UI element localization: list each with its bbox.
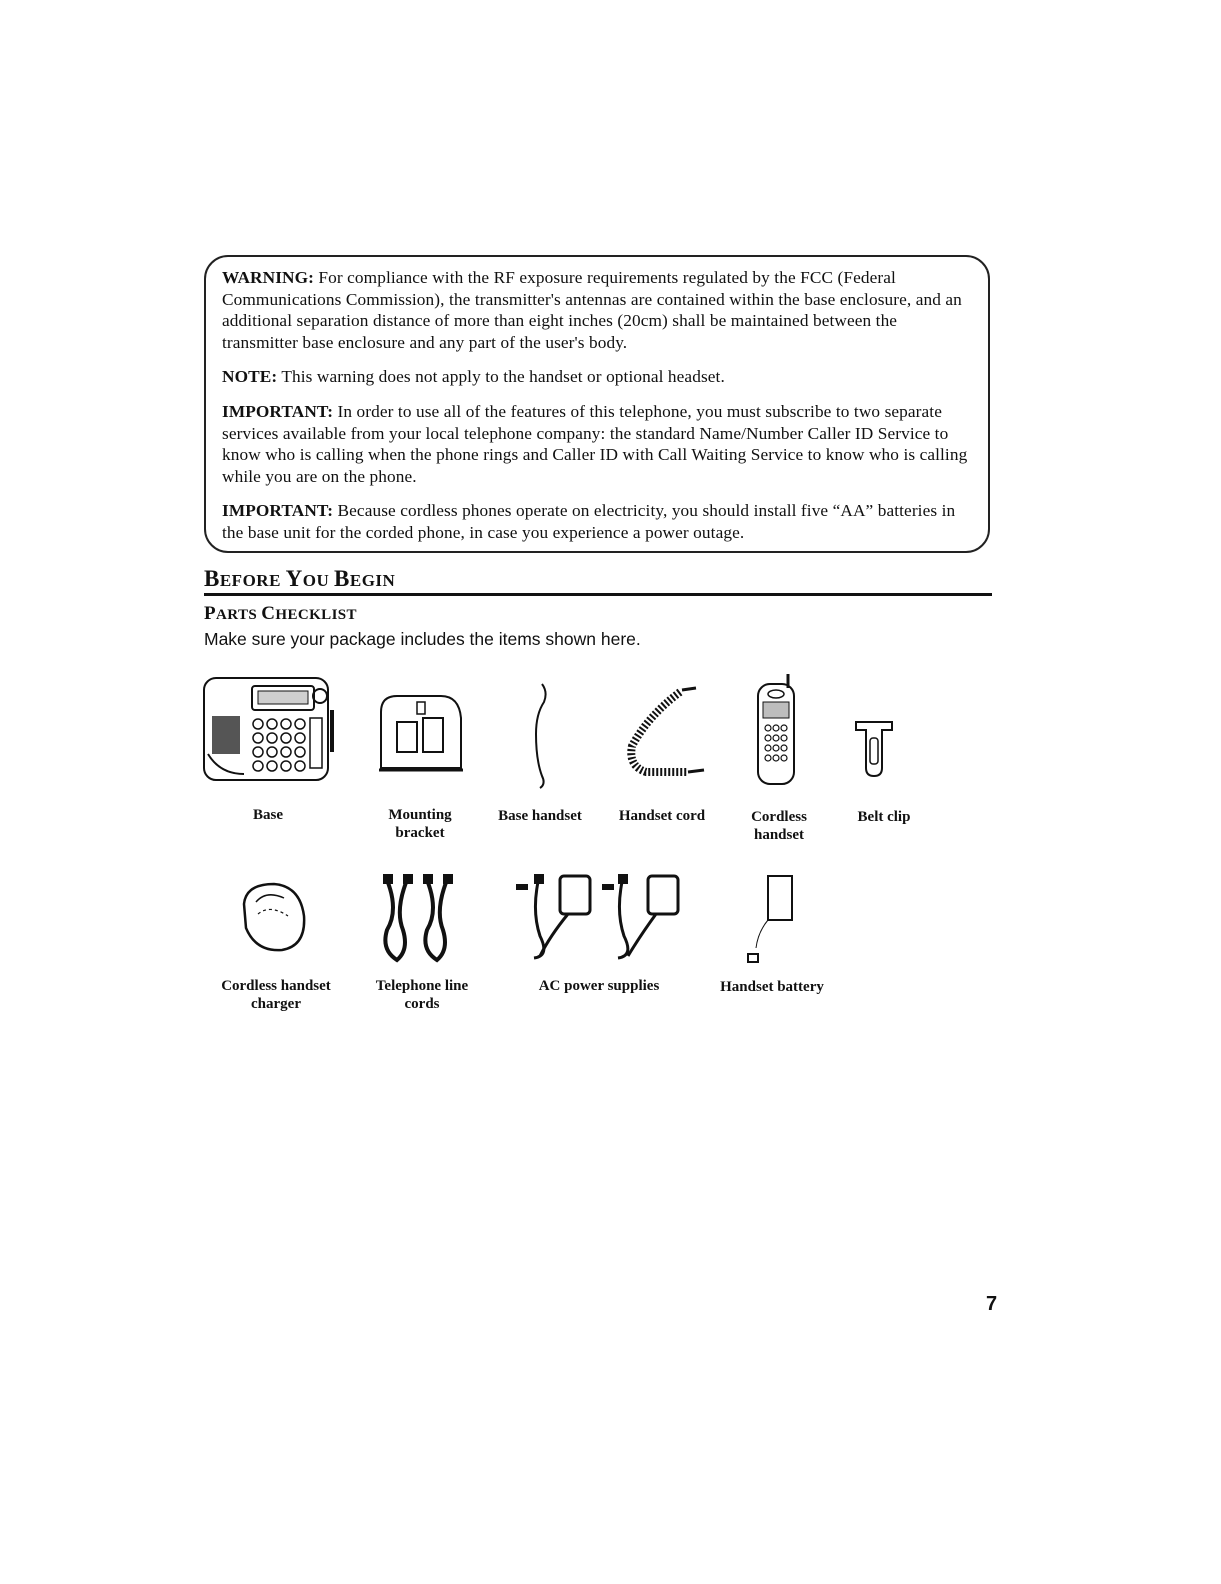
belt-clip-illustration xyxy=(852,716,896,780)
caption-base-handset xyxy=(475,807,605,825)
note-paragraph xyxy=(222,366,974,388)
warning-paragraph xyxy=(222,267,974,353)
section-title-part: OU xyxy=(302,571,335,590)
caption-line: handset xyxy=(753,827,805,843)
ac-power-supplies-illustration xyxy=(510,866,690,966)
caption-line: cords xyxy=(404,996,440,1012)
page-number: 7 xyxy=(986,1293,998,1315)
section-title-part: EGIN xyxy=(349,571,396,590)
caption-line: Handset battery xyxy=(720,979,824,995)
caption-line: charger xyxy=(251,996,301,1012)
subsection-title-part: C xyxy=(261,603,276,624)
important-text-1: In order to use all of the features of this telephone, you must subscribe to two separate services available from your local telephone company: the standard Name/Number Caller ID Service to know who is calling when the phone rings and Caller ID with Call Waiting Service to know who is calling while you are on the phone. xyxy=(222,401,968,486)
important-paragraph-1 xyxy=(222,401,974,487)
mounting-bracket-illustration xyxy=(375,688,465,776)
note-label: NOTE: xyxy=(222,367,278,387)
caption-mounting-bracket xyxy=(355,806,485,842)
handset-cord-illustration xyxy=(618,676,710,786)
caption-line: AC power supplies xyxy=(538,978,660,994)
caption-line: Belt clip xyxy=(857,809,911,825)
caption-base xyxy=(203,806,333,824)
caption-ac-power-supplies xyxy=(534,977,664,995)
subsection-title xyxy=(204,603,357,625)
cordless-handset-illustration xyxy=(750,670,802,788)
caption-belt-clip xyxy=(819,808,949,826)
caption-line: Cordless xyxy=(751,809,807,825)
section-title xyxy=(204,566,992,596)
caption-line: Handset cord xyxy=(618,808,706,824)
caption-line: Mounting xyxy=(388,807,452,823)
warning-text: For compliance with the RF exposure requirements regulated by the FCC (Federal Communications Commission), the transmitter's antennas are contained within the base enclosure, and an additional separation distance of more than eight inches (20cm) shall be maintained between the transmitter base enclosure and any part of the user's body. xyxy=(222,268,962,352)
base-handset-illustration xyxy=(520,680,560,790)
important-text-2: Because cordless phones operate on electricity, you should install five “AA” batteries in the base unit for the corded phone, in case you experience a power outage. xyxy=(222,501,956,542)
section-title-part: B xyxy=(334,566,350,591)
important-paragraph-2 xyxy=(222,500,974,543)
subsection-title-part: ARTS xyxy=(216,607,262,623)
caption-line: bracket xyxy=(395,825,445,841)
subsection-title-part: HECKLIST xyxy=(275,607,357,623)
handset-battery-illustration xyxy=(738,874,800,968)
caption-line: Telephone line xyxy=(375,978,469,994)
caption-line: Base xyxy=(253,807,283,823)
caption-line: Cordless handset xyxy=(221,978,331,994)
caption-telephone-line-cords xyxy=(357,977,487,1013)
caption-handset-battery xyxy=(707,978,837,996)
handset-charger-illustration xyxy=(236,876,312,956)
important-label-2: IMPORTANT: xyxy=(222,501,334,521)
note-text: This warning does not apply to the handset or optional headset. xyxy=(277,367,725,387)
important-label-1: IMPORTANT: xyxy=(222,401,334,421)
warning-box xyxy=(204,255,990,553)
caption-handset-cord xyxy=(597,807,727,825)
section-title-part: Y xyxy=(285,566,303,591)
section-title-part: B xyxy=(204,566,220,591)
subsection-title-part: P xyxy=(204,603,217,624)
section-title-part: EFORE xyxy=(219,571,286,590)
telephone-line-cords-illustration xyxy=(373,870,469,966)
warning-label: WARNING: xyxy=(222,268,315,287)
intro-text: Make sure your package includes the items shown here. xyxy=(204,629,641,649)
caption-line: Base handset xyxy=(498,808,582,824)
base-unit-illustration xyxy=(200,674,340,784)
caption-handset-charger xyxy=(211,977,341,1013)
